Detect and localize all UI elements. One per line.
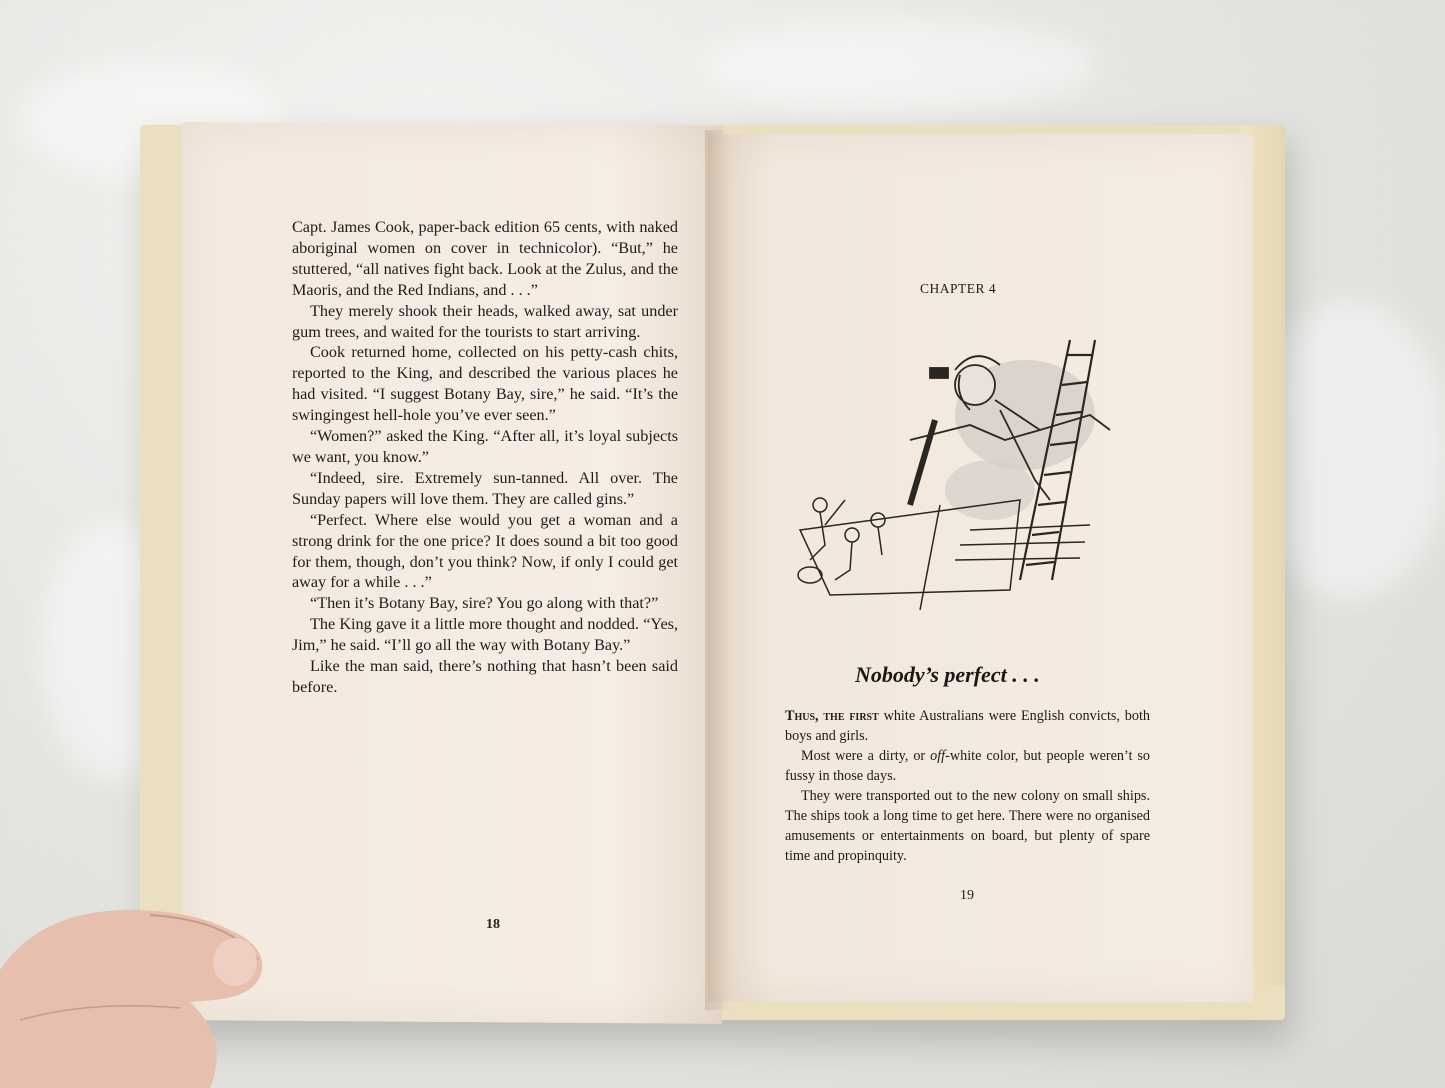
left-paragraph-4: “Women?” asked the King. “After all, it’s loyal subjects we want, you know.” xyxy=(292,427,678,466)
left-page-number: 18 xyxy=(486,917,500,932)
cloth-fold xyxy=(700,20,1100,110)
right-paragraph-2-em: off xyxy=(930,748,946,764)
right-paragraph-2-b: -white color, but people weren’t so fussy in those days. xyxy=(785,748,1150,784)
chapter-illustration xyxy=(790,330,1150,630)
right-paragraph-3: They were transported out to the new colony on small ships. The ships took a long time to get here. There were no organised amusements or entertainments on board, but plenty of spare time and propinquity. xyxy=(785,788,1150,864)
right-paragraph-1-rest: white Australians were English convicts, both boys and girls. xyxy=(785,708,1150,744)
hand xyxy=(0,890,290,1088)
right-paragraph-2-a: Most were a dirty, or xyxy=(801,748,931,764)
book-gutter xyxy=(705,130,729,1010)
left-paragraph-7: “Then it’s Botany Bay, sire? You go along with that?” xyxy=(310,594,659,613)
chapter-label: CHAPTER 4 xyxy=(920,281,997,296)
chapter-heading: Nobody’s perfect . . . xyxy=(855,662,1040,687)
left-paragraph-8: The King gave it a little more thought and nodded. “Yes, Jim,” he said. “I’ll go all the way with Botany Bay.” xyxy=(292,615,678,655)
left-paragraph-2: They merely shook their heads, walked away, sat under gum trees, and waited for the tourists to start arriving. xyxy=(292,301,678,341)
right-page-number: 19 xyxy=(960,888,974,903)
right-page-text xyxy=(785,706,1150,866)
left-page-text xyxy=(292,217,678,698)
right-paragraph-1 xyxy=(785,706,1150,746)
left-paragraph-9: Like the man said, there’s nothing that hasn’t been said before. xyxy=(292,657,678,696)
lead-smallcaps: Thus, the first xyxy=(785,708,879,724)
left-paragraph-5: “Indeed, sire. Extremely sun-tanned. All over. The Sunday papers will love them. They are called gins.” xyxy=(292,468,678,508)
left-paragraph-3: Cook returned home, collected on his petty-cash chits, reported to the King, and described the various places he had visited. “I suggest Botany Bay, sire,” he said. “It’s the swingingest hell-hole you’ve ever seen.” xyxy=(292,343,678,425)
right-paragraph-2 xyxy=(785,746,1150,786)
left-paragraph-6: “Perfect. Where else would you get a woman and a strong drink for the one price? It does sound a bit too good for them, though, don’t you think? Now, if only I could get away for a while . . .” xyxy=(292,510,678,592)
left-paragraph-1: Capt. James Cook, paper-back edition 65 cents, with naked aboriginal women on cover in technicolor). “But,” he stuttered, “all natives fight back. Look at the Zulus, and the Maoris, and the Red Indians, and . . .” xyxy=(292,218,678,299)
